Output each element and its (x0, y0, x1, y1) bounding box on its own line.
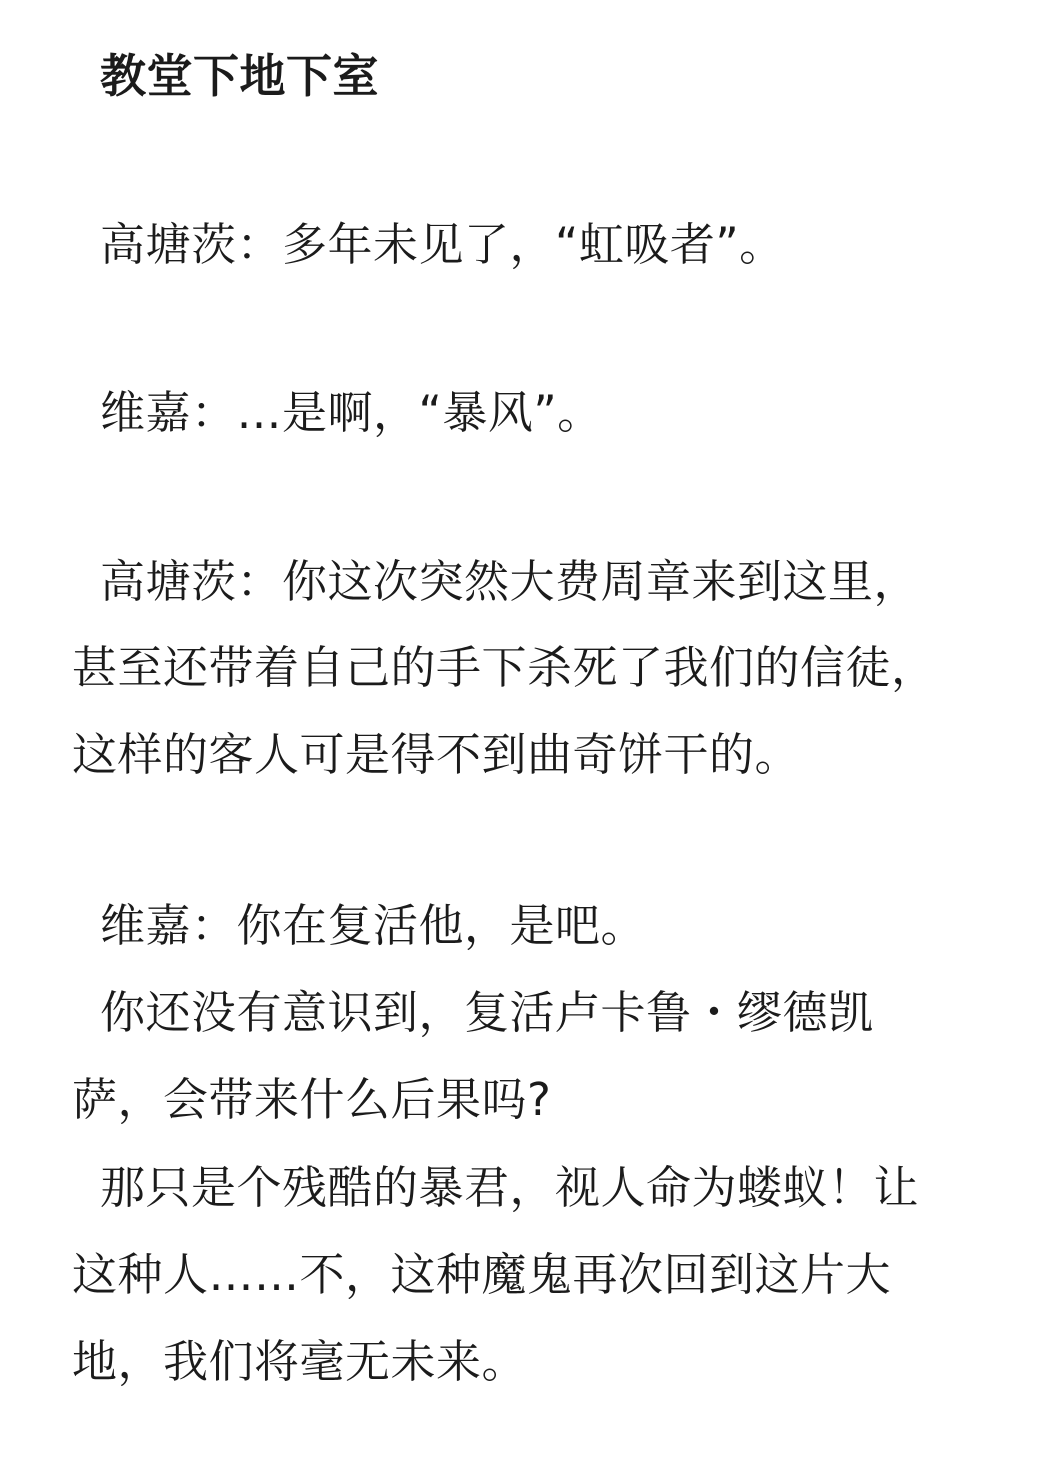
dialogue-line: 那只是个残酷的暴君，视人命为蝼蚁！让 (100, 1161, 920, 1214)
dialogue-line: 萨，会带来什么后果吗? (72, 1073, 552, 1126)
dialogue-line: 维嘉：你在复活他，是吧。 (100, 899, 647, 952)
dialogue-line: 这样的客人可是得不到曲奇饼干的。 (72, 728, 801, 781)
dialogue-line: 维嘉：…是啊，“暴风”。 (100, 386, 603, 439)
scene-heading: 教堂下地下室 (100, 49, 379, 103)
dialogue-line: 高塘茨：你这次突然大费周章来到这里， (100, 555, 920, 608)
dialogue-line: 这种人……不，这种魔鬼再次回到这片大 (72, 1248, 892, 1301)
dialogue-line: 甚至还带着自己的手下杀死了我们的信徒， (72, 641, 937, 694)
dialogue-line: 高塘茨：多年未见了，“虹吸者”。 (100, 218, 785, 271)
dialogue-line: 地，我们将毫无未来。 (72, 1335, 528, 1388)
dialogue-line: 你还没有意识到，复活卢卡鲁・缪德凯 (100, 986, 874, 1039)
